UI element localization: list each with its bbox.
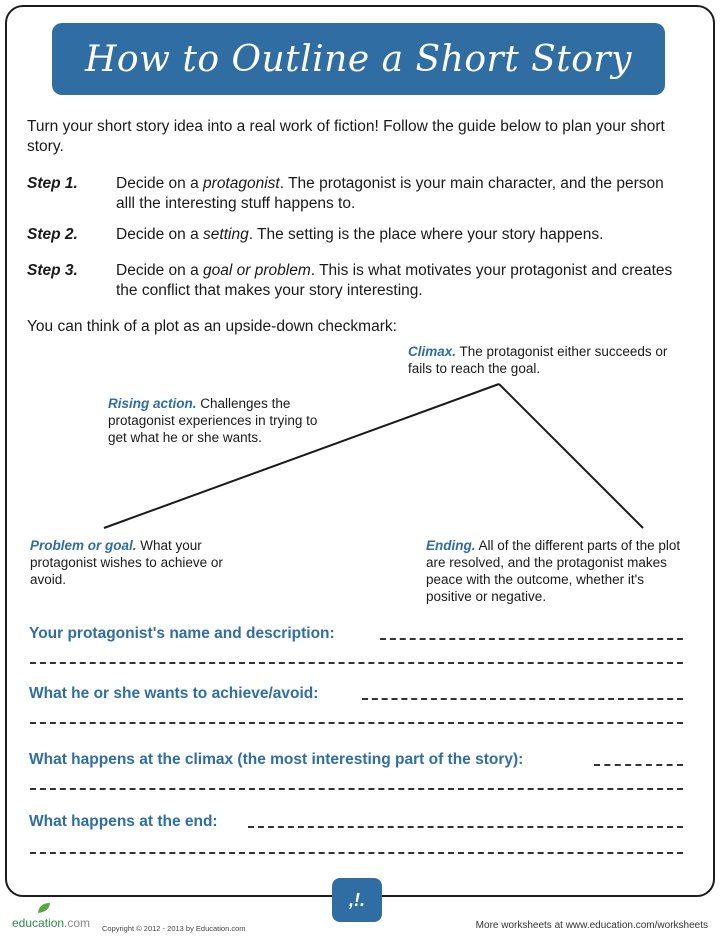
punctuation-badge: ,!.	[332, 878, 382, 922]
step-label: Step 1.	[27, 175, 78, 192]
problem-annotation: Problem or goal. What your protagonist wishes to achieve or avoid.	[30, 538, 223, 587]
question-ending: What happens at the end:	[29, 813, 218, 830]
question-climax: What happens at the climax (the most interesting part of the story):	[29, 751, 524, 768]
climax-annotation: Climax. The protagonist either succeeds or fails to reach the goal.	[408, 344, 668, 376]
answer-line-inline[interactable]	[248, 812, 683, 828]
falling-line	[499, 384, 643, 528]
ending-annotation: Ending. All of the different parts of the plot are resolved, and the protagonist makes peace with the outcome, whether it's positive or negative.	[426, 538, 681, 604]
answer-line-inline[interactable]	[380, 624, 683, 640]
leaf-icon	[36, 901, 52, 915]
question-protagonist: Your protagonist's name and description:	[29, 625, 335, 642]
rising-annotation: Rising action. Challenges the protagonist experiences in trying to get what he or she wants.	[108, 396, 318, 445]
answer-line[interactable]	[30, 708, 683, 724]
step-text: Decide on a goal or problem. This is what motivates your protagonist and creates the conflict that makes your story interesting.	[116, 262, 673, 299]
answer-line[interactable]	[30, 648, 683, 664]
page-title: How to Outline a Short Story	[85, 38, 632, 80]
intro-text: Turn your short story idea into a real work of fiction! Follow the guide below to plan your short story.	[27, 118, 665, 155]
step-text: Decide on a setting. The setting is the place where your story happens.	[116, 226, 604, 243]
step-label: Step 3.	[27, 262, 78, 279]
footer-copyright: Copyright © 2012 - 2013 by Education.com	[102, 924, 246, 933]
step-term: protagonist	[203, 175, 280, 192]
step-term: setting	[203, 226, 249, 243]
step-term: goal or problem	[203, 262, 311, 279]
answer-line-inline[interactable]	[362, 684, 683, 700]
footer-more-link[interactable]: More worksheets at www.education.com/worksheets	[475, 920, 708, 931]
question-goal: What he or she wants to achieve/avoid:	[29, 685, 319, 702]
education-logo: education.com	[12, 916, 91, 930]
step-label: Step 2.	[27, 226, 78, 243]
answer-line[interactable]	[30, 774, 683, 790]
answer-line[interactable]	[30, 838, 683, 854]
answer-line-inline[interactable]	[594, 750, 683, 766]
step-text: Decide on a protagonist. The protagonist is your main character, and the person alll the interesting stuff happens to.	[116, 175, 664, 212]
plot-intro: You can think of a plot as an upside-down checkmark:	[27, 318, 397, 335]
